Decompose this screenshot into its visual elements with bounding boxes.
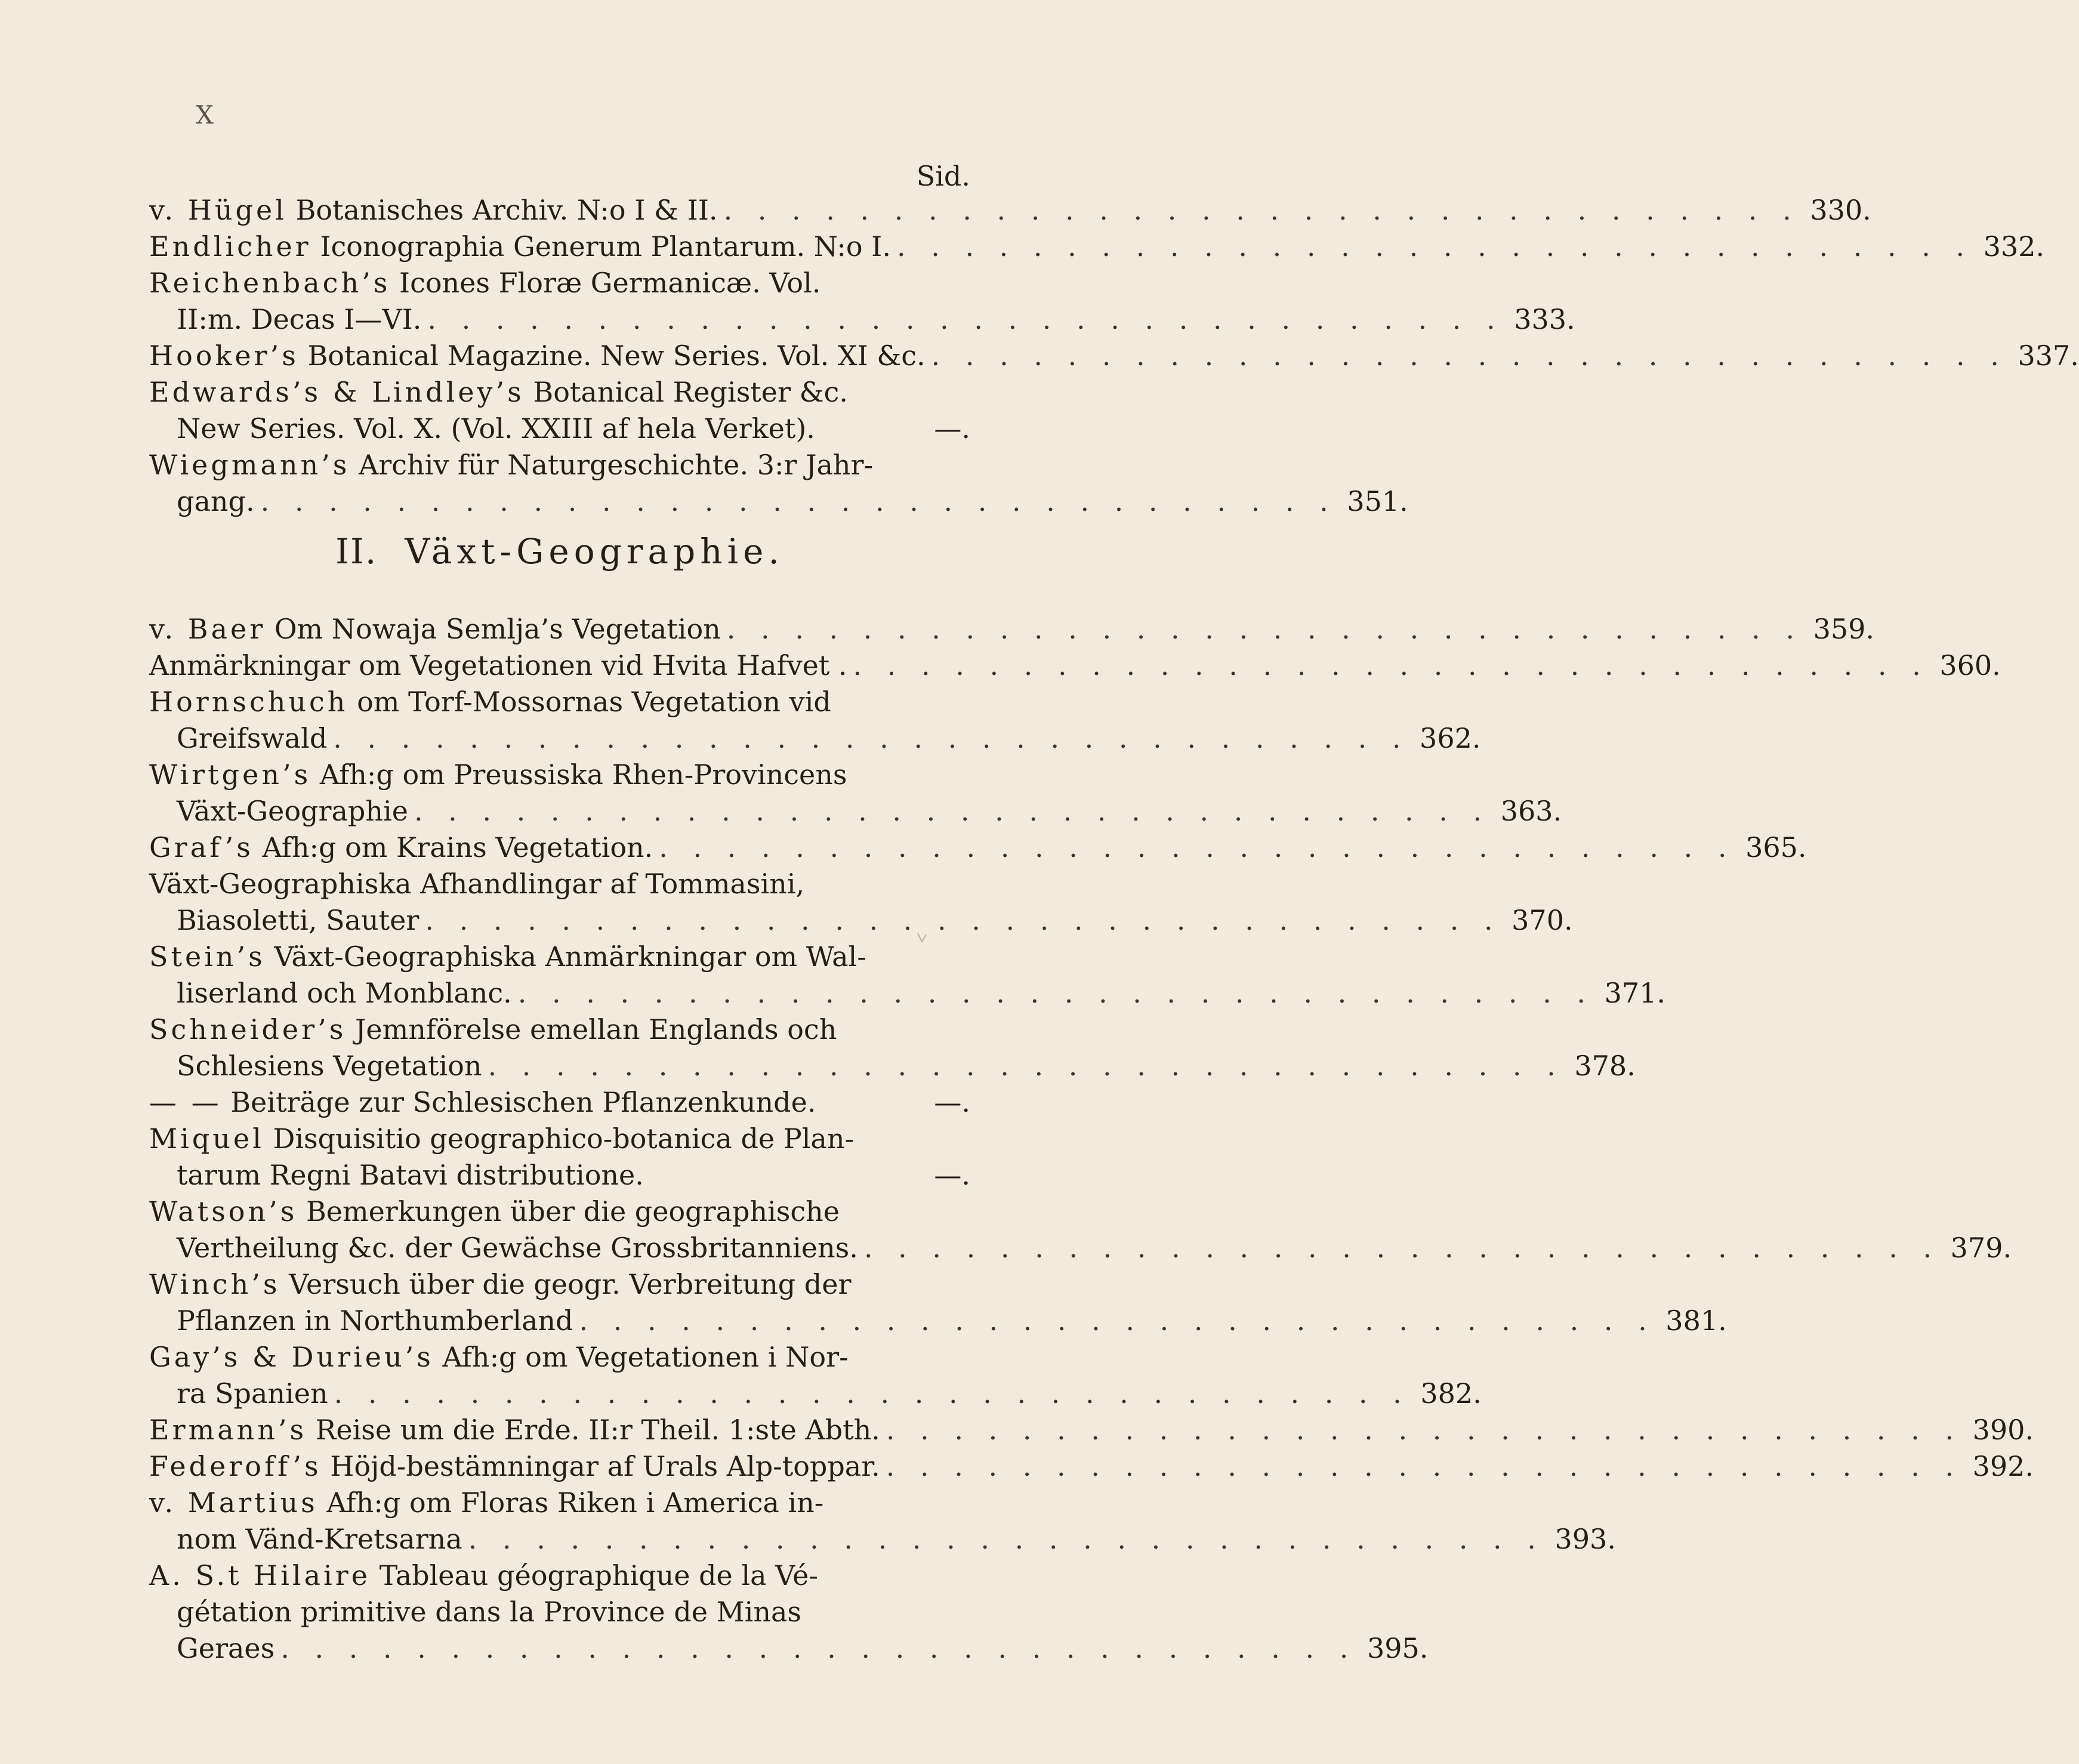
toc-entry-line	[149, 411, 970, 447]
toc-entry-page: 370.	[1512, 904, 1573, 936]
toc-entry	[149, 1084, 970, 1121]
section-2-title: Växt-Geographie.	[405, 531, 784, 572]
toc-entry-title: Vertheilung &c. der Gewächse Grossbritanniens.	[177, 1232, 858, 1264]
toc-entry-title: II:m. Decas I—VI.	[177, 303, 422, 335]
toc-entry-author: v. Baer	[149, 613, 266, 645]
toc-entry-title: Afh:g om Preussiska Rhen-Provincens	[319, 758, 847, 791]
toc-entry-line	[149, 939, 970, 975]
toc-entry-page: 395.	[1367, 1632, 1429, 1664]
leader-dots: . . . . . . . . . . . . . . . . . . . . . . . . . . . . . . . .	[896, 230, 1973, 263]
toc-entry-title: Versuch über die geogr. Verbreitung der	[289, 1268, 852, 1300]
leader-dots: . . . . . . . . . . . . . . . . . . . . . . . . . . . . . . . .	[425, 904, 1501, 936]
toc-entry-title: Jemnförelse emellan Englands och	[354, 1013, 837, 1046]
toc-entry-title: gétation primitive dans la Province de Minas	[177, 1596, 802, 1628]
toc-entry	[149, 829, 1807, 866]
toc-entry-author: Gay’s & Durieu’s	[149, 1341, 434, 1373]
toc-entry-line	[149, 1266, 970, 1303]
toc-entry-author: Watson’s	[149, 1195, 298, 1228]
toc-entry	[149, 1412, 2034, 1448]
toc-entry-page: —.	[934, 412, 970, 445]
toc-entry-line	[149, 866, 970, 902]
toc-entry-page: 337.	[2018, 340, 2079, 372]
toc-entry-line	[149, 720, 1481, 757]
toc-entry-page: 351.	[1347, 485, 1408, 517]
toc-entry-title: Afh:g om Floras Riken i America in-	[326, 1487, 824, 1519]
toc-entry-title: Pflanzen in Northumberland	[177, 1305, 573, 1337]
toc-entry-author: Reichenbach’s	[149, 267, 391, 299]
toc-entry-page: 332.	[1983, 230, 2045, 263]
toc-entry	[149, 1011, 1636, 1084]
toc-entry-title: Beiträge zur Schlesischen Pflanzenkunde.	[230, 1086, 816, 1118]
toc-entry-line	[149, 1630, 1429, 1667]
leader-dots: . . . . . . . . . . . . . . . . . . . . . . . . . . . . . . . .	[886, 1450, 1962, 1482]
toc-entry-page: 378.	[1574, 1050, 1636, 1082]
toc-entry-line	[149, 975, 1665, 1011]
toc-entry	[149, 647, 2001, 684]
toc-entry-title: Afh:g om Krains Vegetation.	[262, 831, 653, 864]
toc-entry	[149, 684, 1481, 757]
toc-entry-author: Edwards’s & Lindley’s	[149, 376, 525, 408]
toc-entry-author: v. Hügel	[149, 194, 287, 226]
toc-entry-title: Archiv für Naturgeschichte. 3:r Jahr-	[359, 449, 874, 481]
toc-entry-line	[149, 1521, 1616, 1558]
leader-dots: . . . . . . . . . . . . . . . . . . . . . . . . . . . . . . . .	[468, 1523, 1544, 1555]
toc-entry-line	[149, 265, 970, 301]
toc-entry-line	[149, 1594, 970, 1630]
toc-entry-line	[149, 447, 970, 483]
leader-dots: . . . . . . . . . . . . . . . . . . . . . . . . . . . . . . . .	[488, 1050, 1564, 1082]
toc-entry-line	[149, 1485, 970, 1521]
toc-entry-line	[149, 1121, 970, 1157]
toc-entry-title: Växt-Geographiska Afhandlingar af Tommasini,	[149, 868, 805, 900]
toc-entry-line	[149, 374, 970, 411]
toc-entry-line	[149, 1157, 970, 1194]
toc-entry-title: Geraes	[177, 1632, 275, 1664]
toc-entry-line	[149, 1194, 970, 1230]
toc-entry-title: Om Nowaja Semlja’s Vegetation	[274, 613, 721, 645]
toc-entry-author: Miquel	[149, 1122, 264, 1155]
toc-entry-line	[149, 1048, 1636, 1084]
section-2-list	[149, 611, 2034, 1667]
toc-entry-page: 382.	[1420, 1377, 1482, 1410]
toc-entry-author: v. Martius	[149, 1487, 318, 1519]
toc-entry-author: Hooker’s	[149, 340, 299, 372]
section-2-heading	[149, 531, 970, 572]
page-column-heading: Sid.	[916, 160, 970, 192]
leader-dots: . . . . . . . . . . . . . . . . . . . . . . . . . . . . . . . .	[579, 1305, 1655, 1337]
toc-entry-line	[149, 483, 1408, 520]
toc-entry-title: Botanical Register &c.	[533, 376, 848, 408]
toc-entry-line	[149, 301, 1575, 338]
toc-entry-page: 365.	[1745, 831, 1807, 864]
toc-entry	[149, 338, 2079, 374]
page-number: X	[196, 100, 215, 129]
toc-entry-title: Tableau géographique de la Vé-	[379, 1559, 818, 1592]
toc-entry	[149, 866, 1573, 939]
leader-dots: . . . . . . . . . . . . . . . . . . . . . . . . . . . . . . . .	[659, 831, 1735, 864]
toc-entry-page: 363.	[1500, 795, 1562, 827]
section-1-list	[149, 192, 2079, 520]
leader-dots: . . . . . . . . . . . . . . . . . . . . . . . . . . . . . . . .	[427, 303, 1504, 335]
toc-entry	[149, 192, 1871, 229]
toc-entry-line	[149, 1412, 2034, 1448]
toc-entry-title: om Torf-Mossornas Vegetation vid	[357, 686, 831, 718]
toc-entry	[149, 374, 970, 447]
toc-entry-line	[149, 1011, 970, 1048]
toc-entry-page: 379.	[1950, 1232, 2012, 1264]
toc-entry-author: A. S.t Hilaire	[149, 1559, 371, 1592]
leader-dots: . . . . . . . . . . . . . . . . . . . . . . . . . . . . . . . .	[517, 977, 1594, 1009]
toc-entry-title: Biasoletti, Sauter	[177, 904, 419, 936]
toc-entry-line	[149, 1084, 970, 1121]
toc-entry-title: Växt-Geographie	[177, 795, 408, 827]
toc-entry-page: —.	[934, 1159, 970, 1191]
toc-entry	[149, 611, 1874, 647]
leader-dots: . . . . . . . . . . . . . . . . . . . . . . . . . . . . . . . .	[726, 613, 1803, 645]
leader-dots: . . . . . . . . . . . . . . . . . . . . . . . . . . . . . . . .	[723, 194, 1800, 226]
toc-entry-title: gang.	[177, 485, 255, 517]
toc-entry-title: Bemerkungen über die geographische	[306, 1195, 840, 1228]
toc-entry-author: Winch’s	[149, 1268, 280, 1300]
toc-entry	[149, 1485, 1616, 1558]
toc-entry-title: Greifswald	[177, 722, 328, 754]
toc-entry	[149, 939, 1665, 1011]
toc-entry-line	[149, 793, 1562, 829]
toc-entry-title: Afh:g om Vegetationen i Nor-	[442, 1341, 849, 1373]
toc-entry-line	[149, 684, 970, 720]
toc-entry-author: Schneider’s	[149, 1013, 347, 1046]
toc-entry-line	[149, 192, 1871, 229]
toc-entry	[149, 1194, 2012, 1266]
toc-entry-title: Reise um die Erde. II:r Theil. 1:ste Abth.	[315, 1414, 880, 1446]
toc-entry-title: Iconographia Generum Plantarum. N:o I.	[320, 230, 891, 263]
leader-dots: . . . . . . . . . . . . . . . . . . . . . . . . . . . . . . . .	[886, 1414, 1963, 1446]
toc-entry	[149, 265, 1575, 338]
toc-entry-line	[149, 1339, 970, 1376]
toc-entry-title: Botanisches Archiv. N:o I & II.	[295, 194, 718, 226]
toc-entry-page: 371.	[1604, 977, 1665, 1009]
toc-entry-author: Graf’s	[149, 831, 254, 864]
toc-entry-line	[149, 338, 2079, 374]
toc-entry-line	[149, 229, 2045, 265]
toc-entry-author: — —	[149, 1086, 222, 1118]
toc-entry-line	[149, 1303, 1727, 1339]
toc-entry-title: nom Vänd-Kretsarna	[177, 1523, 462, 1555]
toc-entry-line	[149, 1558, 970, 1594]
toc-entry-title: Höjd-bestämningar af Urals Alp-toppar.	[330, 1450, 880, 1482]
toc-entry	[149, 1339, 1482, 1412]
toc-entry-title: New Series. Vol. X. (Vol. XXIII af hela Verket).	[177, 412, 815, 445]
toc-entry-page: 333.	[1514, 303, 1575, 335]
toc-entry	[149, 1558, 1429, 1667]
toc-entry-title: Anmärkningar om Vegetationen vid Hvita Hafvet .	[149, 649, 847, 681]
toc-entry-page: 393.	[1554, 1523, 1616, 1555]
toc-entry-title: ra Spanien	[177, 1377, 328, 1410]
toc-entry-author: Endlicher	[149, 230, 311, 263]
leader-dots: . . . . . . . . . . . . . . . . . . . . . . . . . . . . . . . .	[280, 1632, 1357, 1664]
toc-entry-title: Icones Floræ Germanicæ. Vol.	[399, 267, 821, 299]
leader-dots: . . . . . . . . . . . . . . . . . . . . . . . . . . . . . . . .	[333, 722, 1409, 754]
toc-entry	[149, 1448, 2034, 1485]
toc-entry-author: Federoff’s	[149, 1450, 322, 1482]
toc-entry-line	[149, 647, 2001, 684]
section-2-number: II.	[335, 531, 378, 572]
toc-entry-author: Wiegmann’s	[149, 449, 350, 481]
toc-entry-page: 362.	[1420, 722, 1481, 754]
toc-entry-author: Ermann’s	[149, 1414, 307, 1446]
leader-dots: . . . . . . . . . . . . . . . . . . . . . . . . . . . . . . . .	[260, 485, 1337, 517]
margin-tick-mark	[917, 932, 927, 944]
toc-entry-author: Hornschuch	[149, 686, 348, 718]
toc-entry-title: tarum Regni Batavi distributione.	[177, 1159, 644, 1191]
toc-entry	[149, 1121, 970, 1194]
toc-entry-title: Schlesiens Vegetation	[177, 1050, 482, 1082]
toc-entry	[149, 757, 1562, 829]
toc-entry-page: 392.	[1972, 1450, 2034, 1482]
toc-entry	[149, 229, 2045, 265]
toc-entry	[149, 447, 1408, 520]
toc-entry-author: Wirtgen’s	[149, 758, 311, 791]
toc-entry-title: Disquisitio geographico-botanica de Plan-	[273, 1122, 855, 1155]
toc-entry-line	[149, 757, 970, 793]
toc-entry-line	[149, 829, 1807, 866]
toc-entry-line	[149, 902, 1573, 939]
toc-entry-page: 390.	[1972, 1414, 2034, 1446]
toc-entry-title: Botanical Magazine. New Series. Vol. XI &c.	[307, 340, 926, 372]
toc-entry-line	[149, 1230, 2012, 1266]
toc-entry-line	[149, 1448, 2034, 1485]
toc-entry-author: Stein’s	[149, 940, 266, 973]
toc-entry-page: 330.	[1810, 194, 1871, 226]
toc-entry	[149, 1266, 1727, 1339]
leader-dots: . . . . . . . . . . . . . . . . . . . . . . . . . . . . . . . .	[414, 795, 1491, 827]
toc-entry-page: —.	[934, 1086, 970, 1118]
toc-entry-line	[149, 611, 1874, 647]
leader-dots: . . . . . . . . . . . . . . . . . . . . . . . . . . . . . . . .	[931, 340, 2007, 372]
toc-entry-page: 360.	[1939, 649, 2001, 681]
toc-entry-line	[149, 1376, 1482, 1412]
leader-dots: . . . . . . . . . . . . . . . . . . . . . . . . . . . . . . . .	[853, 649, 1929, 681]
toc-entry-title: Växt-Geographiska Anmärkningar om Wal-	[274, 940, 866, 973]
toc-entry-page: 359.	[1813, 613, 1874, 645]
leader-dots: . . . . . . . . . . . . . . . . . . . . . . . . . . . . . . . .	[334, 1377, 1410, 1410]
toc-entry-page: 381.	[1665, 1305, 1727, 1337]
toc-entry-title: liserland och Monblanc.	[177, 977, 512, 1009]
leader-dots: . . . . . . . . . . . . . . . . . . . . . . . . . . . . . . . .	[863, 1232, 1941, 1264]
